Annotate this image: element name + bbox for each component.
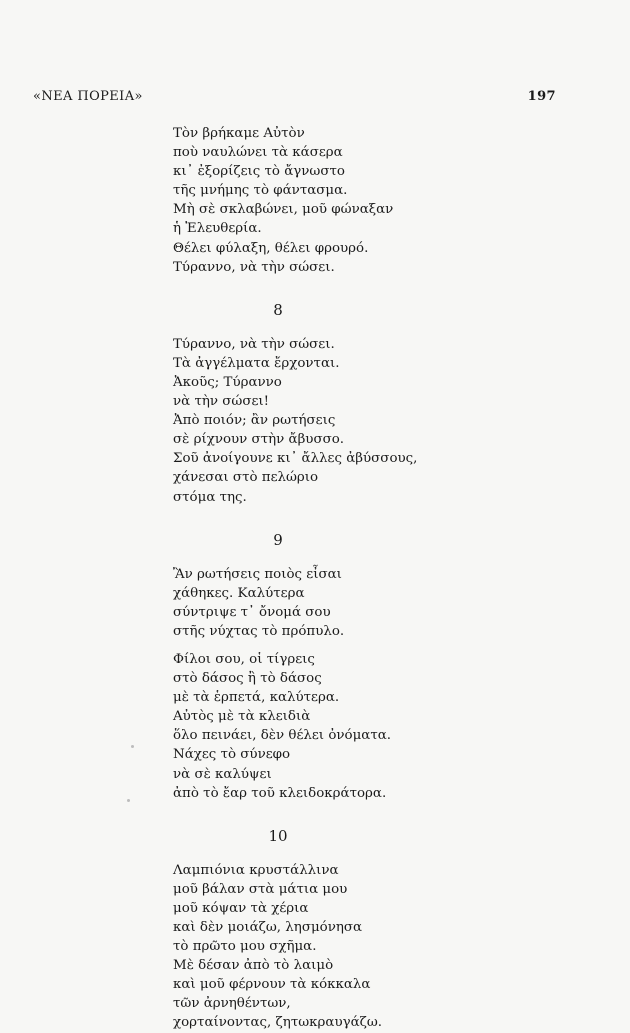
poem-line: σὲ ρίχνουν στὴν ἄβυσσο. xyxy=(173,432,345,448)
poem-line: ὅλο πεινάει, δὲν θέλει ὀνόματα. xyxy=(173,728,392,744)
poem-line: ἀπὸ τὸ ἔαρ τοῦ κλειδοκράτορα. xyxy=(173,785,387,801)
poem-line: Φίλοι σου, οἱ τίγρεις xyxy=(173,651,315,667)
poem-line: Ἀπὸ ποιόν; ἂν ρωτήσεις xyxy=(173,413,336,429)
poem-line: τὸ πρῶτο μου σχῆμα. xyxy=(173,939,317,955)
poem-line: Μὴ σὲ σκλαβώνει, μοῦ φώναξαν xyxy=(173,202,394,218)
poem-line: στὸ δάσος ἢ τὸ δάσος xyxy=(173,671,322,687)
scan-speck xyxy=(127,799,130,802)
poem-line: χάνεσαι στὸ πελώριο xyxy=(173,470,319,486)
page-number: 197 xyxy=(527,89,556,104)
poem-line: Λαμπιόνια κρυστάλλινα xyxy=(173,862,339,878)
poem-line: Ἂν ρωτήσεις ποιὸς εἶσαι xyxy=(173,566,342,582)
poem-line: Αὐτὸς μὲ τὰ κλειδιὰ xyxy=(173,709,311,725)
stanza-section-7-tail xyxy=(173,124,593,277)
poem-line: Τύραννο, νὰ τὴν σώσει. xyxy=(173,259,335,275)
section-number-9: 9 xyxy=(273,530,283,549)
section-number-8: 8 xyxy=(273,300,283,319)
section-number-10: 10 xyxy=(268,826,288,845)
stanza-section-10 xyxy=(173,861,593,1033)
poem-line: Θέλει φύλαξη, θέλει φρουρό. xyxy=(173,240,369,256)
stanza-section-9-b xyxy=(173,650,593,803)
poem-line: νὰ τὴν σώσει! xyxy=(173,394,270,410)
poem-line: νὰ σὲ καλύψει xyxy=(173,766,272,782)
running-head xyxy=(33,89,556,109)
poem-line: σύντριψε τ᾽ ὄνομά σου xyxy=(173,604,331,620)
journal-title: «ΝΕΑ ΠΟΡΕΙΑ» xyxy=(33,89,143,104)
poem-line: μοῦ κόψαν τὰ χέρια xyxy=(173,900,309,916)
poem-body xyxy=(173,124,593,1033)
poem-line: στῆς νύχτας τὸ πρόπυλο. xyxy=(173,623,345,639)
poem-line: Ἀκοῦς; Τύραννο xyxy=(173,374,282,390)
stanza-section-8 xyxy=(173,335,593,507)
poem-line: χάθηκες. Καλύτερα xyxy=(173,585,305,601)
poem-line: τῆς μνήμης τὸ φάντασμα. xyxy=(173,183,348,199)
poem-line: Τὰ ἀγγέλματα ἔρχονται. xyxy=(173,355,340,371)
poem-line: μοῦ βάλαν στὰ μάτια μου xyxy=(173,881,348,897)
poem-line: Τὸν βρήκαμε Αὐτὸν xyxy=(173,126,305,141)
poem-line: ποὺ ναυλώνει τὰ κάσερα xyxy=(173,145,343,161)
stanza-gap xyxy=(173,641,593,650)
poem-line: Νάχες τὸ σύνεφο xyxy=(173,747,291,763)
poem-line: κι᾽ ἐξορίζεις τὸ ἄγνωστο xyxy=(173,164,345,180)
stanza-section-9-a xyxy=(173,565,593,641)
poem-line: μὲ τὰ ἑρπετά, καλύτερα. xyxy=(173,690,340,706)
poem-line: καὶ δὲν μοιάζω, λησμόνησα xyxy=(173,920,363,935)
poem-line: στόμα της. xyxy=(173,489,247,505)
poem-line: τῶν ἀρνηθέντων, xyxy=(173,996,291,1012)
poem-line: χορταίνοντας, ζητωκραυγάζω. xyxy=(173,1015,383,1031)
poem-line: καὶ μοῦ φέρνουν τὰ κόκκαλα xyxy=(173,977,371,993)
poem-line: Μὲ δέσαν ἀπὸ τὸ λαιμὸ xyxy=(173,958,334,974)
poem-line: Τύραννο, νὰ τὴν σώσει. xyxy=(173,336,335,352)
poem-line: ἡ Ἐλευθερία. xyxy=(173,221,262,237)
scan-speck xyxy=(131,745,134,748)
poem-line: Σοῦ ἀνοίγουνε κι᾽ ἄλλες ἀβύσσους, xyxy=(173,451,418,467)
